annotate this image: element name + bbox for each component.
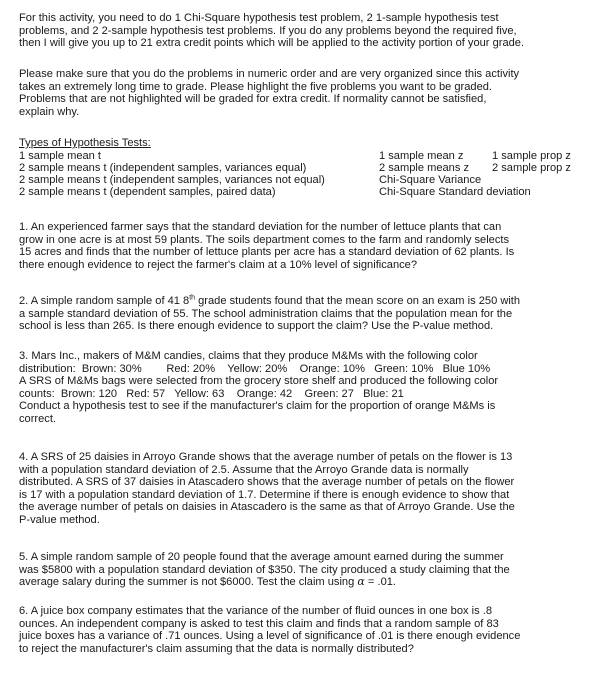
text-line: grow in one acre is at most 59 plants. The soils department comes to the farm and randomly selects <box>19 233 510 246</box>
text-line: 3. Mars Inc., makers of M&M candies, claims that they produce M&Ms with the following color <box>19 350 478 362</box>
text-line: with a population standard deviation of 2.5. Assume that the Arroyo Grande data is normally <box>19 463 469 476</box>
text-line: problems, and 2 2-sample hypothesis test problems. If you do any problems beyond the required five, <box>19 24 517 37</box>
test-type-item: 2 sample means t (independent samples, variances not equal) <box>19 173 325 186</box>
text-line: 6. A juice box company estimates that the variance of the number of fluid ounces in one box is .8 <box>19 605 492 617</box>
text-segment: grade students found that the mean score on an exam is 250 with <box>195 295 521 307</box>
text-segment: = .01. <box>364 576 396 589</box>
text-line: Problems that are not highlighted will be graded for extra credit. If normality cannot be satisfied, <box>19 93 487 106</box>
test-type-item: 1 sample mean t <box>19 149 102 162</box>
test-type-item: 2 sample prop z <box>492 161 571 174</box>
text-line: there enough evidence to reject the farmer's claim at a 10% level of significance? <box>19 258 418 271</box>
test-type-item: 2 sample means t (dependent samples, paired data) <box>19 185 276 198</box>
problem-5 <box>19 551 585 589</box>
test-types-row <box>19 150 589 162</box>
text-line: counts: Brown: 120 Red: 57 Yellow: 63 Orange: 42 Green: 27 Blue: 21 <box>19 387 404 400</box>
text-line: P-value method. <box>19 513 100 526</box>
problem-3 <box>19 350 585 426</box>
text-line: 15 acres and finds that the number of lettuce plants per acre has a standard deviation of 62 plants. Is <box>19 246 515 259</box>
test-type-item: 2 sample means t (independent samples, variances equal) <box>19 161 307 174</box>
grading-note-paragraph <box>19 68 589 118</box>
problem-1 <box>19 221 585 271</box>
text-line <box>19 295 585 308</box>
problem-2 <box>19 295 585 333</box>
text-line: For this activity, you need to do 1 Chi-Square hypothesis test problem, 2 1-sample hypothesis test <box>19 12 499 24</box>
text-line: distribution: Brown: 30% Red: 20% Yellow: 20% Orange: 10% Green: 10% Blue 10% <box>19 362 491 375</box>
text-line: then I will give you up to 21 extra credit points which will be applied to the activity portion of your grade. <box>19 37 525 50</box>
superscript: th <box>189 294 196 302</box>
test-types-row <box>19 174 589 186</box>
test-type-item: 1 sample mean z <box>379 149 464 162</box>
text-line: school is less than 265. Is there enough evidence to support the claim? Use the P-value method. <box>19 320 494 333</box>
text-line: Conduct a hypothesis test to see if the manufacturer's claim for the proportion of orange M&Ms is <box>19 400 496 413</box>
text-line: a sample standard deviation of 55. The school administration claims that the population mean for the <box>19 307 513 320</box>
test-type-item: 1 sample prop z <box>492 149 571 162</box>
text-segment: average salary during the summer is not $6000. Test the claim using <box>19 576 358 589</box>
text-line: to reject the manufacturer's claim assuming that the data is normally distributed? <box>19 642 414 655</box>
problem-6 <box>19 605 585 655</box>
instructions-paragraph <box>19 12 589 50</box>
text-line: A SRS of M&Ms bags were selected from the grocery store shelf and produced the following color <box>19 375 499 388</box>
text-line: juice boxes has a variance of .71 ounces. Using a level of significance of .01 is there enough evidence <box>19 630 521 643</box>
test-types-row <box>19 186 589 198</box>
text-line: Please make sure that you do the problems in numeric order and are very organized since this activity <box>19 68 520 80</box>
text-line: 4. A SRS of 25 daisies in Arroyo Grande shows that the average number of petals on the flower is 13 <box>19 451 513 463</box>
text-line: ounces. An independent company is asked to test this claim and finds that a random sample of 83 <box>19 617 499 630</box>
text-line: takes an extremely long time to grade. Please highlight the five problems you want to be graded. <box>19 80 492 93</box>
alpha-symbol: α <box>357 575 365 589</box>
test-type-item: Chi-Square Standard deviation <box>379 185 531 198</box>
text-line <box>19 576 585 589</box>
test-type-item: 2 sample means z <box>379 161 470 174</box>
text-line: was $5800 with a population standard deviation of $350. The city produced a study claiming that the <box>19 563 510 576</box>
text-segment: 2. A simple random sample of 41 8 <box>19 295 190 307</box>
text-line: the average number of petals on daisies in Atascadero is the same as that of Arroyo Grande. Use the <box>19 501 515 514</box>
problem-4 <box>19 451 585 527</box>
text-line: correct. <box>19 412 56 425</box>
text-line: distributed. A SRS of 37 daisies in Atascadero shows that the average number of petals on the flower <box>19 476 515 489</box>
test-types-list <box>19 137 589 198</box>
text-line: 1. An experienced farmer says that the standard deviation for the number of lettuce plants that can <box>19 221 502 233</box>
text-line: 5. A simple random sample of 20 people found that the average amount earned during the summer <box>19 551 504 563</box>
text-line: is 17 with a population standard deviation of 1.7. Determine if there is enough evidence to show that <box>19 488 510 501</box>
test-types-row <box>19 162 589 174</box>
text-line: explain why. <box>19 105 80 118</box>
test-type-item: Chi-Square Variance <box>379 173 482 186</box>
test-types-heading: Types of Hypothesis Tests: <box>19 137 151 149</box>
